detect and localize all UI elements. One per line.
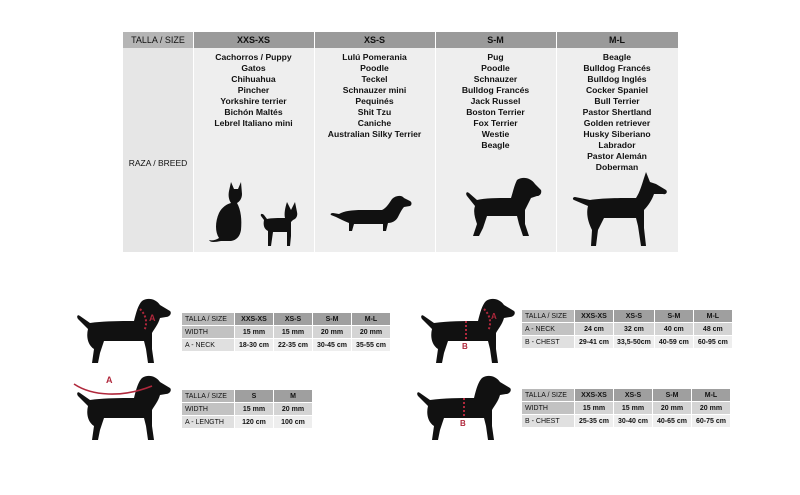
marker-a: A [149,313,156,323]
marker-a: A [106,375,113,385]
marker-b: B [462,342,468,351]
breed-col-m-l [556,48,678,252]
size-header-m-l: M-L [556,32,678,48]
breed-item: Bichón Maltés [224,107,283,117]
table-row: A - NECK 18-30 cm 22-35 cm 30-45 cm 35-55 cm [182,339,391,352]
breed-item: Pequinés [355,96,394,106]
harness-size-table [521,309,733,349]
breed-item: Pastor Shertland [582,107,652,117]
collar-neck-dog-icon [74,297,174,367]
breed-item: Lebrel Italiano mini [214,118,293,128]
harness-chest-size-table [521,388,731,428]
breed-item: Pug [487,52,504,62]
size-header-label: TALLA / SIZE [123,32,193,48]
breed-item: Jack Russel [470,96,521,106]
table-header-row: TALLA / SIZE S M [182,390,313,403]
breed-list [314,52,435,140]
breed-item: Cocker Spaniel [585,85,649,95]
breed-item: Golden retriever [583,118,651,128]
breed-item: Labrador [598,140,636,150]
breed-item: Lulú Pomerania [342,52,407,62]
table-header-row: TALLA / SIZE XXS-XS XS-S S-M M-L [522,389,731,402]
breed-list [193,52,314,129]
breed-item: Pastor Alemán [587,151,647,161]
table-row: B - CHEST 25-35 cm 30-40 cm 40-65 cm 60-75 cm [522,415,731,428]
table-row: B - CHEST 29-41 cm 33,5-50cm 40-59 cm 60-95 cm [522,336,733,349]
leash-size-table [181,389,313,429]
breed-item: Bull Terrier [594,96,640,106]
table-header-row: TALLA / SIZE XXS-XS XS-S S-M M-L [522,310,733,323]
breed-col-s-m [435,48,556,252]
breed-item: Bulldog Francés [461,85,530,95]
breed-item: Schnauzer [473,74,518,84]
breed-item: Bulldog Francés [583,63,651,73]
size-header-xs-s: XS-S [314,32,435,48]
breed-item: Poodle [360,63,389,73]
table-header-row: TALLA / SIZE XXS-XS XS-S S-M M-L [182,313,391,326]
table-row: WIDTH 15 mm 15 mm 20 mm 20 mm [522,402,731,415]
breed-col-xxs-xs [193,48,314,252]
breed-item: Beagle [602,52,632,62]
marker-a: A [491,312,497,321]
breed-item: Teckel [361,74,388,84]
breed-item: Schnauzer mini [342,85,407,95]
cat-silhouette-icon [207,180,247,245]
breed-list [435,52,556,151]
harness-chest-dog-icon [414,374,514,444]
breed-item: Chihuahua [231,74,276,84]
collar-size-table [181,312,391,352]
breed-item: Doberman [595,162,639,172]
breed-item: Beagle [481,140,510,150]
breed-item: Shit Tzu [357,107,392,117]
breed-item: Gatos [241,63,266,73]
breed-item: Cachorros / Puppy [215,52,292,62]
breed-item: Boston Terrier [466,107,525,117]
breed-item: Pincher [237,85,270,95]
harness-neck-chest-dog-icon [418,297,518,367]
breed-row-label: RAZA / BREED [128,158,188,168]
marker-b: B [460,419,466,428]
doberman-silhouette-icon [570,170,670,250]
breed-item: Caniche [357,118,392,128]
breed-item: Westie [481,129,510,139]
breed-item: Poodle [481,63,510,73]
breed-item: Fox Terrier [473,118,518,128]
leash-length-dog-icon [72,370,172,442]
size-header-s-m: S-M [435,32,556,48]
size-header-xxs-xs: XXS-XS [193,32,314,48]
schnauzer-silhouette-icon [457,176,543,240]
breed-item: Bulldog Inglés [587,74,647,84]
table-row: WIDTH 15 mm 20 mm [182,403,313,416]
chihuahua-silhouette-icon [257,198,303,248]
breed-item: Yorkshire terrier [220,96,287,106]
breed-item: Australian Silky Terrier [327,129,422,139]
breed-list [556,52,678,173]
dachshund-silhouette-icon [330,193,414,235]
breed-label-cell [123,48,193,252]
breed-size-table [123,32,678,252]
table-row: A - NECK 24 cm 32 cm 40 cm 48 cm [522,323,733,336]
breed-item: Husky Siberiano [583,129,651,139]
table-row: WIDTH 15 mm 15 mm 20 mm 20 mm [182,326,391,339]
breed-col-xs-s [314,48,435,252]
table-row: A - LENGTH 120 cm 100 cm [182,416,313,429]
